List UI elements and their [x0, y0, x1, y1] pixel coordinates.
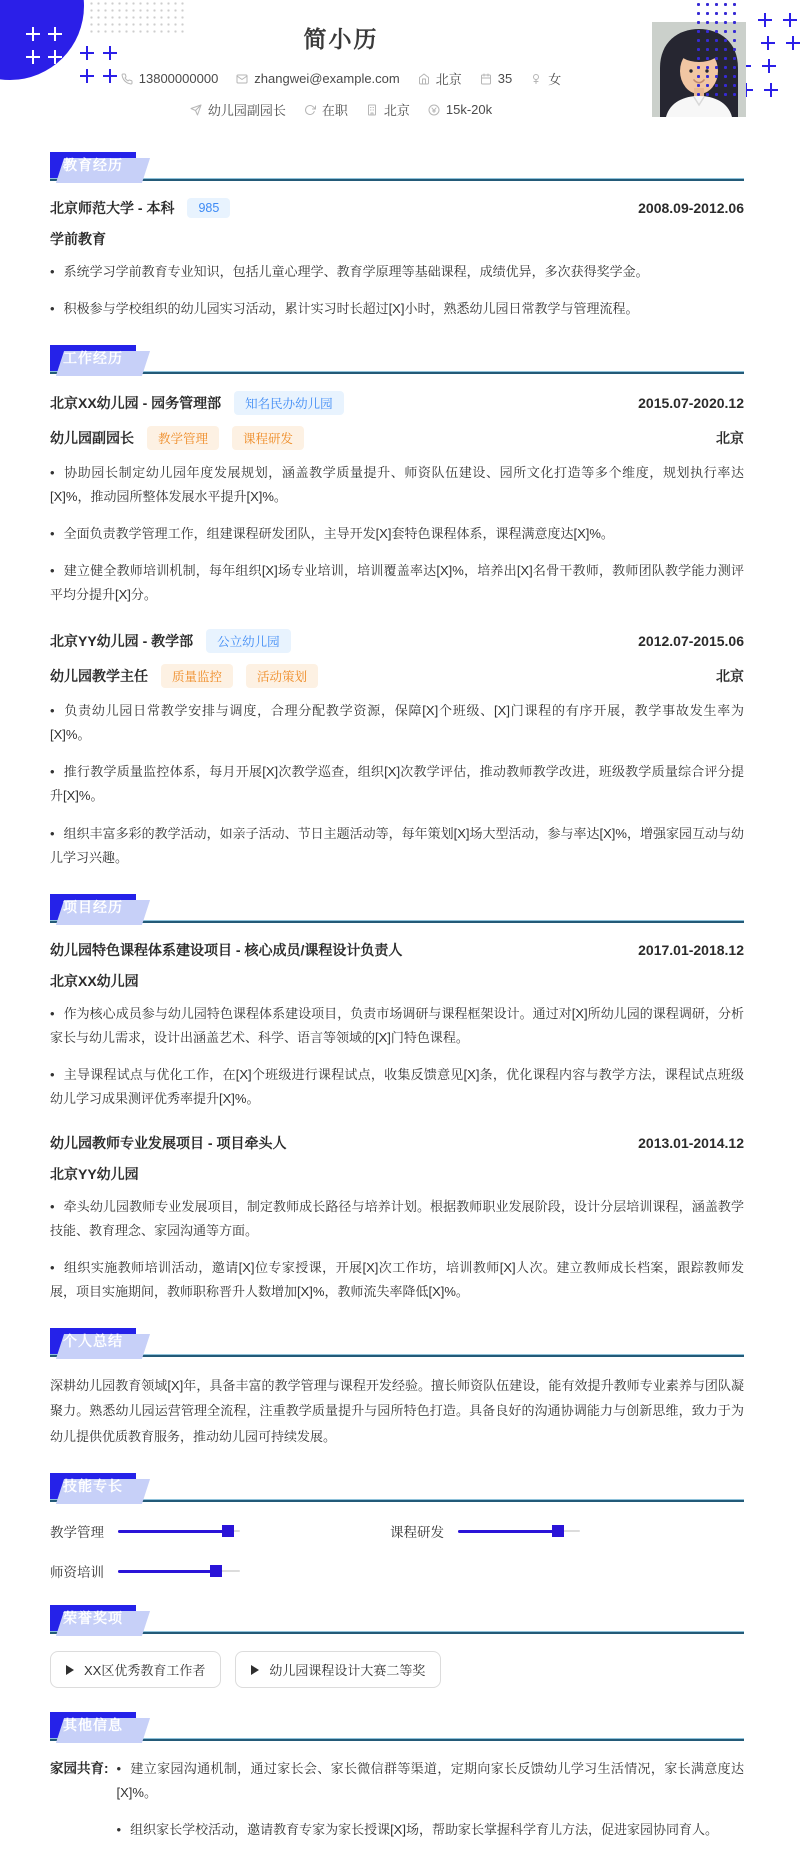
section-header — [50, 152, 744, 178]
slider-handle[interactable] — [552, 1525, 564, 1537]
other-bullet: • 建立家园沟通机制，通过家长会、家长微信群等渠道，定期向家长反馈幼儿学习生活情况，家长满意度达[X]%。 — [117, 1757, 745, 1805]
skill-name: 师资培训 — [50, 1565, 104, 1581]
plus-icon — [761, 36, 775, 50]
resume-header — [0, 0, 794, 128]
work-entry — [50, 391, 744, 607]
work-entry-header — [50, 629, 744, 653]
other-bullets — [117, 1757, 745, 1855]
skill-item — [50, 1561, 240, 1581]
section-title: 工作经历 — [63, 350, 123, 367]
work-bullet: • 建立健全教师培训机制，每年组织[X]场专业培训，培训覆盖率达[X]%，培养出[X]名骨干教师，教师团队教学能力测评平均分提升[X]分。 — [50, 559, 744, 607]
skill-name: 教学管理 — [50, 1525, 104, 1541]
status-value: 在职 — [321, 103, 348, 118]
work-bullet: • 负责幼儿园日常教学安排与调度，合理分配教学资源，保障[X]个班级、[X]门课程的有序开展，教学事故发生率为[X]%。 — [50, 699, 744, 747]
section-title-badge — [50, 345, 136, 371]
work-bullet: • 组织丰富多彩的教学活动，如亲子活动、节日主题活动等，每年策划[X]场大型活动，参与率达[X]%，增强家园互动与幼儿学习兴趣。 — [50, 822, 744, 870]
skill-name: 课程研发 — [390, 1525, 444, 1541]
school-name: 北京师范大学 - 本科 — [50, 200, 175, 216]
section-header — [50, 1712, 744, 1738]
location-icon — [418, 73, 430, 85]
section-title-badge — [50, 1605, 136, 1631]
contact-email — [236, 71, 399, 86]
section-title: 其他信息 — [63, 1717, 123, 1734]
age-value: 35 — [497, 71, 513, 86]
work-bullet: • 协助园长制定幼儿园年度发展规划，涵盖教学质量提升、师资队伍建设、园所文化打造等多个维度，规划执行率达[X]%，推动园所整体发展水平提升[X]%。 — [50, 461, 744, 509]
section-title-badge — [50, 1712, 136, 1738]
work-location: 北京 — [716, 430, 744, 447]
section-skills — [50, 1473, 744, 1581]
salary-icon — [428, 104, 440, 116]
section-projects — [50, 894, 744, 1304]
contact-job-intention — [190, 100, 286, 119]
plus-icon — [764, 83, 778, 97]
section-title-badge — [50, 1473, 136, 1499]
job-intention-value: 幼儿园副园长 — [207, 103, 286, 118]
plus-icon — [758, 13, 772, 27]
play-icon — [251, 1665, 259, 1675]
section-divider — [50, 1631, 744, 1634]
section-header — [50, 1473, 744, 1499]
section-title-badge — [50, 1328, 136, 1354]
section-honors — [50, 1605, 744, 1688]
gender-icon — [530, 73, 542, 85]
other-info-row — [50, 1757, 744, 1855]
section-divider — [50, 920, 744, 923]
work-position-row — [50, 426, 744, 450]
skill-item — [390, 1521, 580, 1541]
section-title: 个人总结 — [63, 1332, 123, 1349]
header-text — [0, 0, 682, 119]
skills-grid — [50, 1521, 744, 1581]
contact-salary — [428, 102, 492, 117]
education-bullet: • 系统学习学前教育专业知识，包括儿童心理学、教育学原理等基础课程，成绩优异，多次获得奖学金。 — [50, 260, 744, 284]
position-name: 幼儿园教学主任 — [50, 668, 148, 685]
phone-value: 13800000000 — [138, 71, 219, 86]
gender-value: 女 — [548, 72, 562, 87]
project-bullet: • 牵头幼儿园教师专业发展项目，制定教师成长路径与培养计划。根据教师职业发展阶段，设计分层培训课程，涵盖教学技能、教育理念、家园沟通等方面。 — [50, 1195, 744, 1243]
work-date: 2015.07-2020.12 — [638, 395, 744, 412]
position-tag: 课程研发 — [232, 426, 304, 450]
project-org: 北京XX幼儿园 — [50, 972, 139, 989]
school-tag: 985 — [187, 198, 230, 218]
section-title: 教育经历 — [63, 157, 123, 173]
section-title-badge — [50, 152, 136, 178]
work-location: 北京 — [716, 668, 744, 685]
work-entry-left — [50, 391, 344, 415]
work-position-left — [50, 426, 304, 450]
section-header — [50, 1328, 744, 1354]
work-entry-left — [50, 629, 291, 653]
salary-value: 15k-20k — [445, 102, 493, 117]
slider-handle[interactable] — [210, 1565, 222, 1577]
contact-age — [480, 71, 512, 86]
section-divider — [50, 1738, 744, 1741]
decor-dots-blue — [694, 0, 738, 98]
contact-row-1 — [0, 69, 682, 88]
section-title: 项目经历 — [63, 898, 123, 915]
company-tag: 知名民办幼儿园 — [234, 391, 344, 415]
work-date: 2012.07-2015.06 — [638, 633, 744, 650]
position-tag: 质量监控 — [161, 664, 233, 688]
project-name: 幼儿园特色课程体系建设项目 - 核心成员/课程设计负责人 — [50, 941, 403, 958]
honor-badge[interactable] — [235, 1651, 441, 1688]
phone-icon — [121, 73, 133, 85]
resume-body — [0, 152, 794, 1855]
work-bullet: • 推行教学质量监控体系，每月开展[X]次教学巡查，组织[X]次教学评估，推动教师教学改进，班级教学质量综合评分提升[X]%。 — [50, 760, 744, 808]
slider-fill — [458, 1530, 558, 1533]
contact-city — [366, 100, 410, 119]
section-other — [50, 1712, 744, 1855]
company-tag: 公立幼儿园 — [206, 629, 291, 653]
project-entry-header — [50, 1133, 744, 1153]
section-header — [50, 1605, 744, 1631]
plus-icon — [762, 59, 776, 73]
position-name: 幼儿园副园长 — [50, 430, 134, 447]
project-entry — [50, 1133, 744, 1304]
section-work — [50, 345, 744, 870]
email-value: zhangwei@example.com — [254, 71, 400, 86]
contact-phone — [121, 71, 219, 86]
skill-slider — [118, 1525, 240, 1537]
contact-row-2 — [0, 100, 682, 119]
slider-handle[interactable] — [222, 1525, 234, 1537]
project-bullet: • 组织实施教师培训活动，邀请[X]位专家授课，开展[X]次工作坊，培训教师[X]人次。建立教师成长档案，跟踪教师发展，项目实施期间，教师职称晋升人数增加[X]%，教师流失率降低[X]%。 — [50, 1256, 744, 1304]
work-entry — [50, 629, 744, 869]
slider-fill — [118, 1530, 228, 1533]
project-org-row — [50, 1164, 744, 1184]
skill-slider — [118, 1565, 240, 1577]
resume-title: 简小历 — [303, 26, 379, 52]
education-date: 2008.09-2012.06 — [638, 200, 744, 216]
section-divider — [50, 371, 744, 374]
work-position-left — [50, 664, 318, 688]
age-icon — [480, 73, 492, 85]
position-tag: 教学管理 — [147, 426, 219, 450]
city-value: 北京 — [383, 103, 410, 118]
project-org-row — [50, 971, 744, 991]
work-entry-header — [50, 391, 744, 415]
email-icon — [236, 73, 248, 85]
major-name: 学前教育 — [50, 231, 106, 247]
section-divider — [50, 1499, 744, 1502]
section-title: 技能专长 — [63, 1478, 123, 1495]
contact-location — [418, 69, 462, 88]
education-major-row — [50, 229, 744, 249]
project-bullet: • 作为核心成员参与幼儿园特色课程体系建设项目，负责市场调研与课程框架设计。通过对[X]所幼儿园的课程调研，分析家长与幼儿需求，设计出涵盖艺术、科学、语言等领域的[X]门特色课程。 — [50, 1002, 744, 1050]
honor-badge[interactable] — [50, 1651, 221, 1688]
contact-gender — [530, 69, 561, 88]
position-tag: 活动策划 — [246, 664, 318, 688]
honors-list — [50, 1651, 744, 1688]
education-entry-left — [50, 198, 230, 218]
summary-text: 深耕幼儿园教育领域[X]年，具备丰富的教学管理与课程开发经验。擅长师资队伍建设，能有效提升教师专业素养与团队凝聚力。熟悉幼儿园运营管理全流程，注重教学质量提升与园所特色打造。具备良好的沟通协调能力与创新思维，致力于为幼儿提供优质教育服务，推动幼儿园可持续发展。 — [50, 1377, 744, 1444]
city-icon — [366, 104, 378, 116]
section-divider — [50, 1354, 744, 1357]
section-header — [50, 345, 744, 371]
section-summary — [50, 1328, 744, 1449]
other-label: 家园共育: — [50, 1761, 109, 1777]
location-value: 北京 — [435, 72, 462, 87]
section-title: 荣誉奖项 — [63, 1610, 123, 1627]
skill-item — [50, 1521, 240, 1541]
slider-fill — [118, 1570, 216, 1573]
company-name: 北京YY幼儿园 - 教学部 — [50, 633, 194, 650]
section-title-badge — [50, 894, 136, 920]
plus-icon — [783, 13, 797, 27]
work-position-row — [50, 664, 744, 688]
project-date: 2013.01-2014.12 — [638, 1134, 744, 1151]
project-entry-header — [50, 940, 744, 960]
job-intention-icon — [190, 104, 202, 116]
project-bullet: • 主导课程试点与优化工作，在[X]个班级进行课程试点，收集反馈意见[X]条，优化课程内容与教学方法，课程试点班级幼儿学习成果测评优秀率提升[X]%。 — [50, 1063, 744, 1111]
plus-icon — [786, 36, 800, 50]
section-education — [50, 152, 744, 321]
status-icon — [304, 104, 316, 116]
education-bullet: • 积极参与学校组织的幼儿园实习活动，累计实习时长超过[X]小时，熟悉幼儿园日常教学与管理流程。 — [50, 297, 744, 321]
contact-status — [304, 100, 348, 119]
project-entry — [50, 940, 744, 1111]
project-name: 幼儿园教师专业发展项目 - 项目牵头人 — [50, 1134, 287, 1151]
honor-label: XX区优秀教育工作者 — [84, 1663, 206, 1679]
work-bullet: • 全面负责教学管理工作，组建课程研发团队，主导开发[X]套特色课程体系，课程满意度达[X]%。 — [50, 522, 744, 546]
company-name: 北京XX幼儿园 - 园务管理部 — [50, 395, 222, 412]
play-icon — [66, 1665, 74, 1675]
project-org: 北京YY幼儿园 — [50, 1165, 139, 1182]
project-date: 2017.01-2018.12 — [638, 941, 744, 958]
section-divider — [50, 178, 744, 181]
section-header — [50, 894, 744, 920]
education-entry-header — [50, 198, 744, 218]
other-bullet: • 组织家长学校活动，邀请教育专家为家长授课[X]场，帮助家长掌握科学育儿方法，促进家园协同育人。 — [117, 1818, 745, 1842]
honor-label: 幼儿园课程设计大赛二等奖 — [269, 1663, 426, 1679]
skill-slider — [458, 1525, 580, 1537]
